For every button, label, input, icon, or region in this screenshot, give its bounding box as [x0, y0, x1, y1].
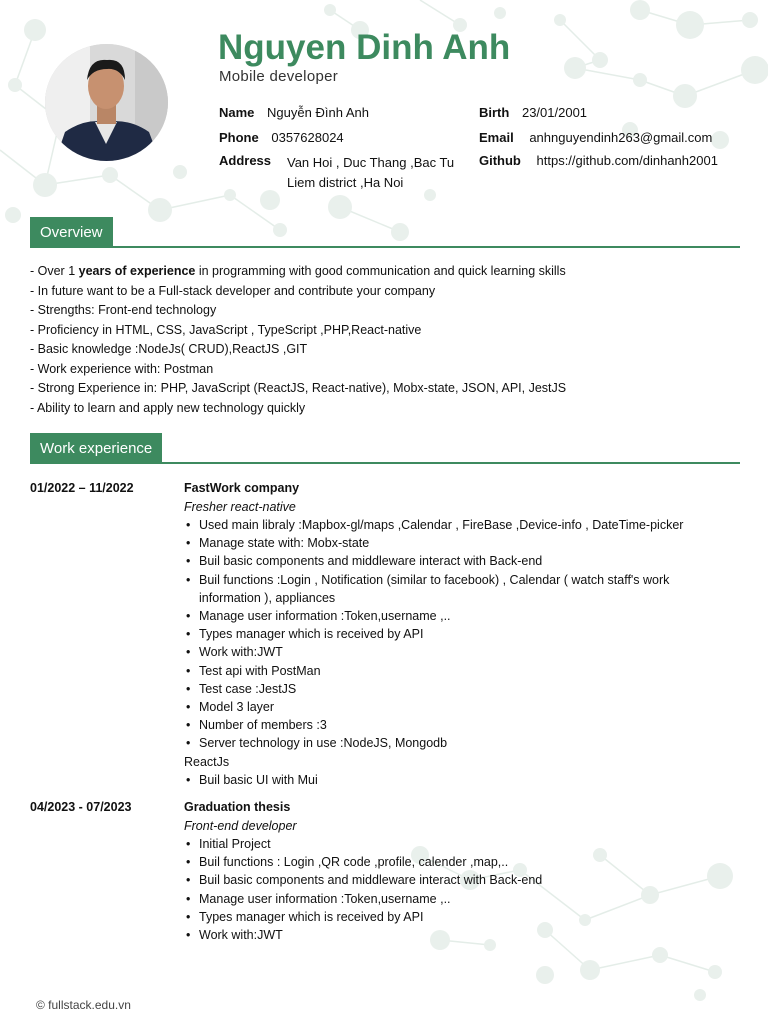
profile-photo [45, 44, 168, 161]
candidate-name: Nguyen Dinh Anh [218, 28, 511, 67]
info-name-label: Name [219, 105, 255, 120]
list-item: • Buil functions : Login ,QR code ,profile, calender ,map,.. [184, 853, 724, 871]
job1-subtitle: ReactJs [184, 754, 230, 769]
work-section-header [30, 433, 740, 464]
overview-list [30, 262, 750, 418]
list-item: • Manage state with: Mobx-state [184, 534, 724, 552]
job2-date: 04/2023 - 07/2023 [30, 800, 132, 814]
list-item: • Types manager which is received by API [184, 625, 724, 643]
list-item: • Buil basic UI with Mui [184, 771, 724, 789]
address-line-1: Van Hoi , Duc Thang ,Bac Tu [287, 155, 455, 170]
info-phone [219, 130, 344, 145]
candidate-role: Mobile developer [219, 68, 339, 85]
overview-line: - In future want to be a Full-stack developer and contribute your company [30, 283, 436, 298]
overview-section-header [30, 217, 740, 248]
list-item: • Number of members :3 [184, 716, 724, 734]
job1-role: Fresher react-native [184, 500, 296, 514]
overview-title: Overview [30, 217, 113, 248]
list-item: • Model 3 layer [184, 698, 724, 716]
overview-line: - Strong Experience in: PHP, JavaScript (ReactJS, React-native), Mobx-state, JSON, API, JestJS [30, 381, 567, 395]
list-item: • Buil functions :Login , Notification (similar to facebook) , Calendar ( watch staff's work information ), appliances [184, 571, 724, 607]
list-item: • Buil basic components and middleware interact with Back-end [184, 552, 724, 570]
overview-line: - Work experience with: Postman [30, 361, 214, 376]
info-birth-label: Birth [479, 105, 510, 120]
info-address-label: Address [219, 153, 272, 168]
info-name [219, 105, 369, 120]
job2-role: Front-end developer [184, 819, 297, 833]
info-address-value [287, 153, 467, 193]
info-address-label-wrap [219, 153, 271, 168]
info-email [479, 130, 712, 145]
overview-line-experience: - Over 1 years of experience in programming with good communication and quick learning skills [30, 264, 566, 278]
list-item: • Buil basic components and middleware interact with Back-end [184, 871, 724, 889]
list-item: • Test case :JestJS [184, 680, 724, 698]
list-item: • Test api with PostMan [184, 662, 724, 680]
address-line-2: Liem district ,Ha Noi [287, 175, 404, 190]
work-title: Work experience [30, 433, 162, 464]
overview-line: - Proficiency in HTML, CSS, JavaScript , TypeScript ,PHP,React-native [30, 322, 422, 337]
info-github-label: Github [479, 153, 521, 168]
job1-list [184, 516, 724, 789]
info-name-value: Nguyễn Đình Anh [267, 105, 369, 120]
info-github [479, 153, 718, 168]
list-item: • Manage user information :Token,username ,.. [184, 890, 724, 908]
list-item: • Work with:JWT [184, 643, 724, 661]
job2-list [184, 835, 724, 944]
list-item: • Types manager which is received by API [184, 908, 724, 926]
info-email-label: Email [479, 130, 514, 145]
info-birth [479, 105, 587, 120]
info-phone-label: Phone [219, 130, 259, 145]
info-email-value[interactable]: anhnguyendinh263@gmail.com [529, 130, 713, 145]
list-item: • Initial Project [184, 835, 724, 853]
person-avatar-icon [45, 44, 168, 161]
overview-line: - Strengths: Front-end technology [30, 303, 217, 317]
list-item: • Used main libraly :Mapbox-gl/maps ,Calendar , FireBase ,Device-info , DateTime-picker [184, 516, 724, 534]
list-item: • Server technology in use :NodeJS, Mongodb [184, 734, 724, 752]
info-birth-value: 23/01/2001 [521, 105, 588, 120]
job1-company: FastWork company [184, 481, 300, 495]
footer-copyright[interactable]: © fullstack.edu.vn [36, 998, 131, 1012]
info-phone-value: 0357628024 [271, 130, 344, 145]
overview-line: - Basic knowledge :NodeJs( CRUD),ReactJS ,GIT [30, 342, 308, 356]
list-item: • Manage user information :Token,username ,.. [184, 607, 724, 625]
job1-date: 01/2022 – 11/2022 [30, 481, 134, 495]
info-github-value[interactable]: https://github.com/dinhanh2001 [536, 153, 718, 168]
job2-company: Graduation thesis [184, 800, 291, 814]
overview-line: - Ability to learn and apply new technology quickly [30, 400, 306, 415]
list-item: • Work with:JWT [184, 926, 724, 944]
